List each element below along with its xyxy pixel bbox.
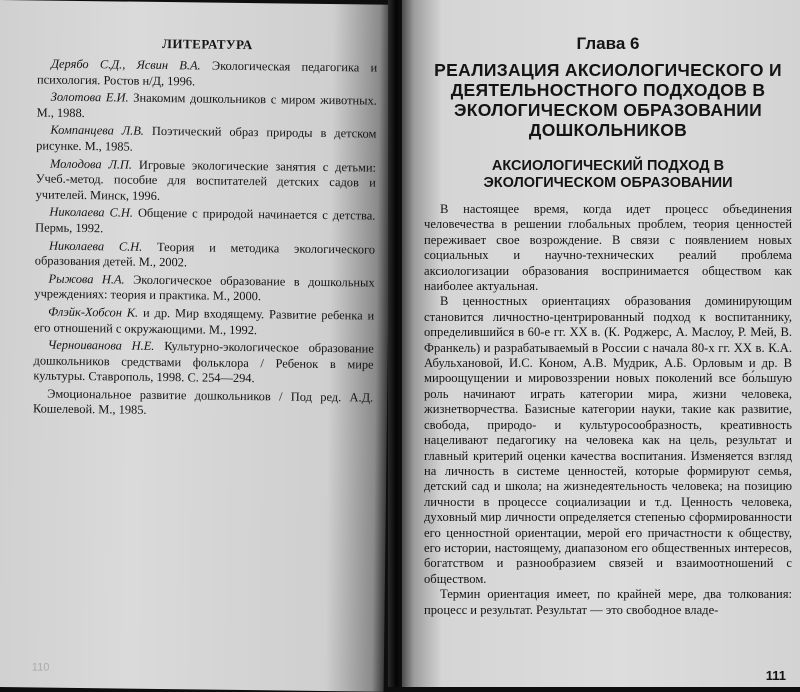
chapter-label: Глава 6 <box>424 34 792 54</box>
page-number: 111 <box>766 668 786 683</box>
reference-text: и др. Мир входящему. Развитие ребенка и его отношений с окружающими. М., 1992. <box>34 306 374 337</box>
reference-item <box>34 271 374 306</box>
reference-author: Флэйк-Хобсон К. <box>48 305 138 320</box>
bibliography-heading: ЛИТЕРАТУРА <box>37 34 377 54</box>
reference-text: Экологическая педагогика и психология. Ростов н/Д, 1996. <box>37 58 377 88</box>
reference-item <box>36 123 376 158</box>
reference-author: Черноиванова Н.Е. <box>48 338 155 353</box>
reference-list <box>33 56 377 421</box>
reference-item <box>33 386 373 421</box>
reference-item <box>36 156 377 207</box>
reference-item <box>34 304 374 339</box>
body-paragraph: Термин ориентация имеет, по крайней мере, два толкования: процесс и результат. Результат — это свободное владе- <box>424 587 792 618</box>
reference-item <box>37 90 377 125</box>
reference-text: Общение с природой начинается с детства. Пермь, 1992. <box>35 206 375 235</box>
reference-text: Экологическое образование в дошкольных учреждениях: теория и практика. М., 2000. <box>34 272 374 303</box>
reference-text: Игровые экологические занятия с детьми: Учеб.-метод. пособие для воспитателей детских садов и учителей. Минск, 1996. <box>36 157 377 203</box>
reference-text: Поэтический образ природы в детском рисунке. М., 1985. <box>36 124 376 153</box>
chapter-title: РЕАЛИЗАЦИЯ АКСИОЛОГИЧЕСКОГО И ДЕЯТЕЛЬНОСТНОГО ПОДХОДОВ В ЭКОЛОГИЧЕСКОМ ОБРАЗОВАНИИ ДОШКОЛЬНИКОВ <box>428 60 788 140</box>
section-title: АКСИОЛОГИЧЕСКИЙ ПОДХОД В ЭКОЛОГИЧЕСКОМ ОБРАЗОВАНИИ <box>442 158 774 192</box>
body-paragraph: В ценностных ориентациях образования доминирующим становится личностно-центрированный подход к воспитаннику, определившийся в 60-е гг. XX в. (К. Роджерс, А. Маслоу, Р. Мей, В. Франкель) и разрабатываемый в России с начала 80-х гг. XX в. К.А. Абульхановой, И.С. Коном, А.В. Мудрик, А.Б. Орловым и др. В мироощущении и мировоззрении новых поколений все бо́льшую роль начинают играть категории мира, жизни человека, жизнетворчества. Базисные категории науки, такие как развитие, свобода, природо- и культуросообразность, креативность нацеливают педагогику на человека как на цель, результат и главный критерий оценки качества воспитания. Изменяется взгляд на личность в системе ценностей, которые формируют семья, детский сад и школа; на жизнедеятельность человека; на позицию личности в процессе социализации и т.д. Ценность человека, духовный мир личности определяется степенью сформированности его ценностной ориентации, мерой его причастности к обществу, его истории, настоящему, диапазоном его общественных интересов, богатством и разнообразием связей и взаимоотношений с обществом. <box>424 294 792 587</box>
reference-item <box>35 205 375 240</box>
left-page <box>0 0 392 692</box>
reference-author: Дерябо С.Д., Ясвин В.А. <box>51 57 201 73</box>
left-page-number: 110 <box>32 661 50 673</box>
reference-text: Теория и методика экологического образования детей. М., 2002. <box>35 239 375 269</box>
reference-author: Молодова Л.П. <box>50 156 132 171</box>
reference-item <box>33 338 374 389</box>
reference-author: Николаева С.Н. <box>49 238 142 253</box>
body-paragraph: В настоящее время, когда идет процесс объединения человечества в решении глобальных проблем, теория ценностей переживает свое возрождение. В связи с появлением новых социальных и научно-технических реалий проблема аксиологизации образования воспринимается обществом как наиболее актуальная. <box>424 202 792 294</box>
reference-item <box>37 56 377 91</box>
reference-author: Рыжова Н.А. <box>49 271 125 286</box>
reference-text: Культурно-экологическое образование дошкольников средствами фольклора / Ребенок в мире культуры. Ставрополь, 1998. С. 254—294. <box>33 339 374 385</box>
reference-author: Компанцева Л.В. <box>50 123 144 138</box>
reference-text: Знакомим дошкольников с миром животных. М., 1988. <box>37 91 377 120</box>
reference-author: Золотова Е.И. <box>51 90 129 105</box>
reference-text: Эмоциональное развитие дошкольников / Под ред. А.Д. Кошелевой. М., 1985. <box>33 386 373 417</box>
reference-item <box>35 238 375 273</box>
reference-author: Николаева С.Н. <box>49 205 133 220</box>
right-page <box>402 0 800 687</box>
